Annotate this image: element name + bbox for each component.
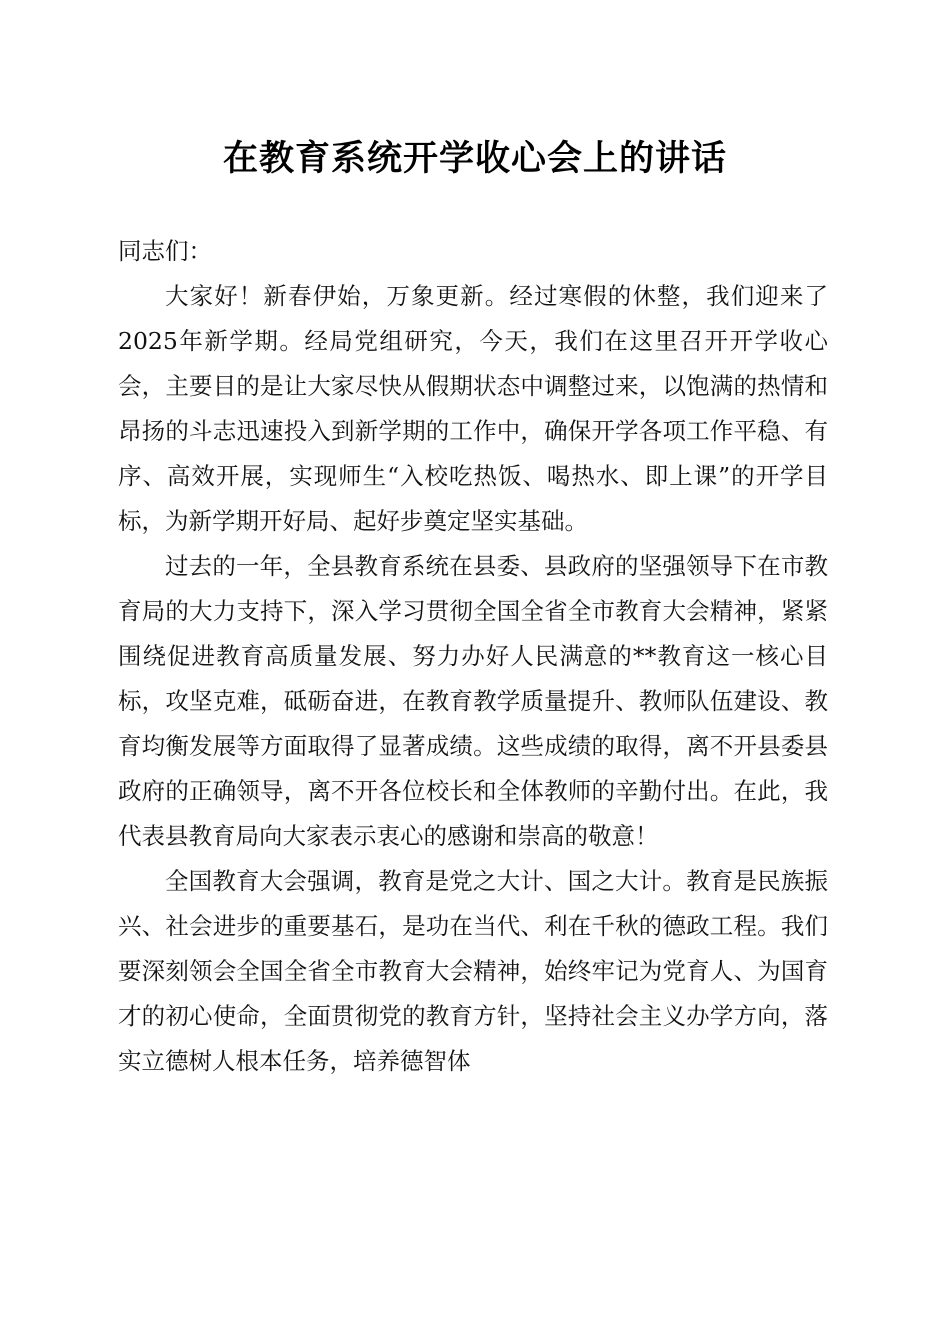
document-title: 在教育系统开学收心会上的讲话	[222, 138, 727, 179]
paragraph-education-conference: 全国教育大会强调，教育是党之大计、国之大计。教育是民族振兴、社会进步的重要基石，是功在当代、利在千秋的德政工程。我们要深刻领会全国全省全市教育大会精神，始终牢记为党育人、为国育才的初心使命，全面贯彻党的教育方针，坚持社会主义办学方向，落实立德树人根本任务，培养德智体	[118, 867, 828, 1075]
salutation: 同志们：	[118, 237, 212, 265]
document-body	[118, 229, 828, 1084]
paragraph-achievements: 过去的一年，全县教育系统在县委、县政府的坚强领导下在市教育局的大力支持下，深入学习贯彻全国全省全市教育大会精神，紧紧围绕促进教育高质量发展、努力办好人民满意的**教育这一核心目标，攻坚克难，砥砺奋进，在教育教学质量提升、教师队伍建设、教育均衡发展等方面取得了显著成绩。这些成绩的取得，离不开县委县政府的正确领导，离不开各位校长和全体教师的辛勤付出。在此，我代表县教育局向大家表示衷心的感谢和崇高的敬意！	[118, 552, 828, 850]
paragraph-opening: 大家好！新春伊始，万象更新。经过寒假的休整，我们迎来了2025年新学期。经局党组研究，今天，我们在这里召开开学收心会，主要目的是让大家尽快从假期状态中调整过来，以饱满的热情和昂扬的斗志迅速投入到新学期的工作中，确保开学各项工作平稳、有序、高效开展，实现师生“入校吃热饭、喝热水、即上课”的开学目标，为新学期开好局、起好步奠定坚实基础。	[118, 282, 828, 535]
